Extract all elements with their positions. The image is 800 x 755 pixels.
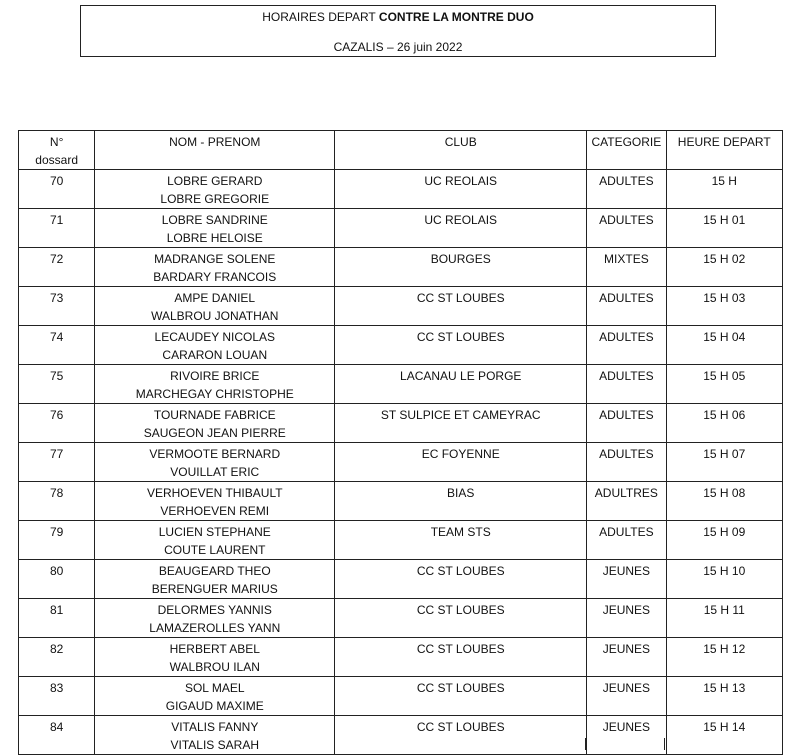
- document-subtitle: CAZALIS – 26 juin 2022: [333, 40, 463, 54]
- cell-nom-prenom: [95, 404, 335, 443]
- rider-name-2: LOBRE HELOISE: [166, 231, 263, 245]
- cell-dossard: 70: [19, 170, 95, 209]
- cell-categorie: ADULTES: [587, 404, 666, 443]
- document-title: [81, 10, 715, 24]
- cell-dossard: 78: [19, 482, 95, 521]
- cell-categorie: JEUNES: [587, 599, 666, 638]
- rider-name-1: BEAUGEARD THEO: [158, 564, 271, 578]
- cell-categorie: ADULTES: [587, 287, 666, 326]
- cell-club: EC FOYENNE: [335, 443, 587, 482]
- cell-dossard: 76: [19, 404, 95, 443]
- cell-heure-depart: 15 H 08: [666, 482, 782, 521]
- cell-categorie: ADULTES: [587, 443, 666, 482]
- rider-name-1: AMPE DANIEL: [174, 291, 256, 305]
- column-header-dossard: [19, 131, 95, 170]
- table-row: [19, 560, 783, 599]
- table-body: [19, 170, 783, 755]
- cell-categorie: ADULTES: [587, 170, 666, 209]
- cell-heure-depart: 15 H 01: [666, 209, 782, 248]
- rider-name-1: MADRANGE SOLENE: [154, 252, 276, 266]
- cell-dossard: 74: [19, 326, 95, 365]
- dossard-header-line1: N°: [49, 135, 64, 149]
- cell-heure-depart: 15 H 06: [666, 404, 782, 443]
- cell-nom-prenom: [95, 599, 335, 638]
- cell-dossard: 81: [19, 599, 95, 638]
- rider-name-1: LOBRE GERARD: [167, 174, 263, 188]
- cell-club: CC ST LOUBES: [335, 326, 587, 365]
- table-row: [19, 287, 783, 326]
- table-row: [19, 638, 783, 677]
- cell-dossard: 77: [19, 443, 95, 482]
- rider-name-2: GIGAUD MAXIME: [165, 699, 264, 713]
- column-header-categorie: CATEGORIE: [587, 131, 666, 170]
- cell-dossard: 80: [19, 560, 95, 599]
- cell-heure-depart: 15 H: [666, 170, 782, 209]
- cell-nom-prenom: [95, 170, 335, 209]
- title-bold: CONTRE LA MONTRE DUO: [378, 10, 534, 24]
- cell-categorie: JEUNES: [587, 560, 666, 599]
- rider-name-1: LUCIEN STEPHANE: [158, 525, 271, 539]
- cell-heure-depart: 15 H 09: [666, 521, 782, 560]
- rider-name-1: VITALIS FANNY: [171, 720, 259, 734]
- rider-name-2: SAUGEON JEAN PIERRE: [143, 426, 286, 440]
- cell-nom-prenom: [95, 482, 335, 521]
- cell-categorie: ADULTES: [587, 209, 666, 248]
- cell-categorie: ADULTES: [587, 365, 666, 404]
- column-header-club: CLUB: [335, 131, 587, 170]
- cell-dossard: 72: [19, 248, 95, 287]
- cell-nom-prenom: [95, 365, 335, 404]
- cell-club: CC ST LOUBES: [335, 716, 587, 755]
- cell-club: CC ST LOUBES: [335, 560, 587, 599]
- rider-name-2: BERENGUER MARIUS: [151, 582, 278, 596]
- table-row: [19, 443, 783, 482]
- cell-categorie: ADULTRES: [587, 482, 666, 521]
- cell-heure-depart: 15 H 05: [666, 365, 782, 404]
- table-header-row: [19, 131, 783, 170]
- rider-name-2: WALBROU JONATHAN: [151, 309, 279, 323]
- cell-categorie: ADULTES: [587, 521, 666, 560]
- rider-name-1: LECAUDEY NICOLAS: [154, 330, 276, 344]
- cell-nom-prenom: [95, 443, 335, 482]
- cell-nom-prenom: [95, 560, 335, 599]
- cell-nom-prenom: [95, 248, 335, 287]
- cell-heure-depart: 15 H 13: [666, 677, 782, 716]
- column-header-nom: NOM - PRENOM: [95, 131, 335, 170]
- rider-name-1: HERBERT ABEL: [169, 642, 260, 656]
- start-times-table: [18, 130, 783, 755]
- cell-categorie: MIXTES: [587, 248, 666, 287]
- cell-heure-depart: 15 H 12: [666, 638, 782, 677]
- cell-club: CC ST LOUBES: [335, 638, 587, 677]
- title-prefix: HORAIRES DEPART: [262, 10, 376, 24]
- rider-name-2: BARDARY FRANCOIS: [153, 270, 277, 284]
- cell-nom-prenom: [95, 326, 335, 365]
- cell-categorie: ADULTES: [587, 326, 666, 365]
- cell-club: TEAM STS: [335, 521, 587, 560]
- cell-heure-depart: 15 H 10: [666, 560, 782, 599]
- table-row: [19, 326, 783, 365]
- rider-name-2: VERHOEVEN REMI: [160, 504, 270, 518]
- rider-name-1: SOL MAEL: [184, 681, 245, 695]
- rider-name-2: LOBRE GREGORIE: [160, 192, 270, 206]
- cell-dossard: 79: [19, 521, 95, 560]
- table-row: [19, 365, 783, 404]
- rider-name-1: DELORMES YANNIS: [157, 603, 272, 617]
- cell-dossard: 84: [19, 716, 95, 755]
- cell-nom-prenom: [95, 521, 335, 560]
- rider-name-1: RIVOIRE BRICE: [170, 369, 260, 383]
- cell-heure-depart: 15 H 11: [666, 599, 782, 638]
- rider-name-1: LOBRE SANDRINE: [161, 213, 268, 227]
- rider-name-2: WALBROU ILAN: [169, 660, 260, 674]
- rider-name-1: TOURNADE FABRICE: [153, 408, 276, 422]
- table-row: [19, 599, 783, 638]
- table-row: [19, 404, 783, 443]
- cell-nom-prenom: [95, 209, 335, 248]
- cell-club: UC REOLAIS: [335, 209, 587, 248]
- cell-dossard: 71: [19, 209, 95, 248]
- cell-heure-depart: 15 H 03: [666, 287, 782, 326]
- document-header-box: [80, 5, 716, 57]
- table-row: [19, 677, 783, 716]
- cell-nom-prenom: [95, 287, 335, 326]
- cell-dossard: 82: [19, 638, 95, 677]
- cell-nom-prenom: [95, 677, 335, 716]
- cell-club: ST SULPICE ET CAMEYRAC: [335, 404, 587, 443]
- cell-club: CC ST LOUBES: [335, 599, 587, 638]
- rider-name-2: MARCHEGAY CHRISTOPHE: [135, 387, 294, 401]
- rider-name-2: CARARON LOUAN: [162, 348, 268, 362]
- table-row: [19, 482, 783, 521]
- cell-dossard: 83: [19, 677, 95, 716]
- cell-club: CC ST LOUBES: [335, 287, 587, 326]
- cell-dossard: 75: [19, 365, 95, 404]
- rider-name-2: COUTE LAURENT: [164, 543, 266, 557]
- rider-name-2: VOUILLAT ERIC: [170, 465, 260, 479]
- cell-heure-depart: 15 H 07: [666, 443, 782, 482]
- cell-heure-depart: 15 H 02: [666, 248, 782, 287]
- rider-name-2: LAMAZEROLLES YANN: [149, 621, 281, 635]
- cell-nom-prenom: [95, 638, 335, 677]
- cell-heure-depart: 15 H 14: [666, 716, 782, 755]
- column-header-heure: HEURE DEPART: [666, 131, 782, 170]
- table-row: [19, 248, 783, 287]
- cell-heure-depart: 15 H 04: [666, 326, 782, 365]
- table-row: [19, 521, 783, 560]
- cell-club: UC REOLAIS: [335, 170, 587, 209]
- table-continuation: [18, 738, 783, 750]
- cell-club: LACANAU LE PORGE: [335, 365, 587, 404]
- cell-club: CC ST LOUBES: [335, 677, 587, 716]
- rider-name-2: VITALIS SARAH: [170, 738, 259, 752]
- rider-name-1: VERHOEVEN THIBAULT: [146, 486, 283, 500]
- rider-name-1: VERMOOTE BERNARD: [149, 447, 281, 461]
- dossard-header-line2: dossard: [35, 153, 78, 167]
- cell-dossard: 73: [19, 287, 95, 326]
- cell-categorie: JEUNES: [587, 677, 666, 716]
- table-row: [19, 170, 783, 209]
- cell-categorie: JEUNES: [587, 716, 666, 755]
- cell-club: BIAS: [335, 482, 587, 521]
- table-row: [19, 209, 783, 248]
- cell-club: BOURGES: [335, 248, 587, 287]
- cell-categorie: JEUNES: [587, 638, 666, 677]
